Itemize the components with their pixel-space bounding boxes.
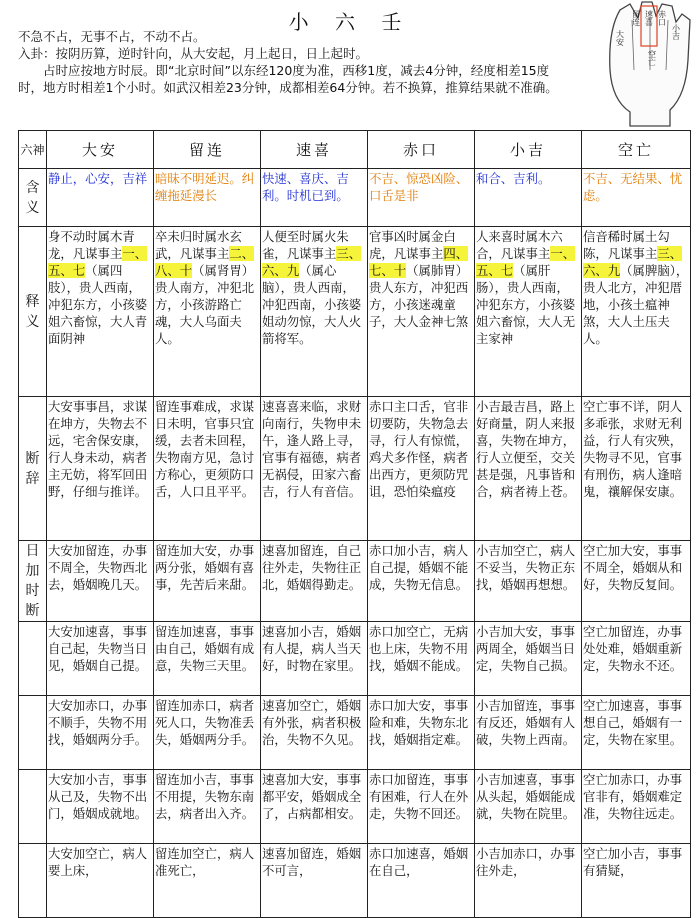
row-head-judge: 断辞 <box>19 397 47 541</box>
explain-number: 一、五、七 <box>476 246 576 278</box>
day-cell: 小吉加赤口，办事往外走， <box>475 844 582 918</box>
row-head-empty <box>19 696 47 770</box>
day-cell: 速喜加留连，婚姻不可言， <box>261 844 368 918</box>
column-header: 留连 <box>154 131 261 169</box>
explain-cell <box>261 227 368 397</box>
page-title: 小 六 壬 <box>288 10 412 34</box>
meaning-cell: 和合、吉利。 <box>475 169 582 227</box>
explain-cell <box>154 227 261 397</box>
day-cell: 速喜加小吉，婚姻有人提，病人当天好，时物在家里。 <box>261 622 368 696</box>
intro-line-1: 不急不占，无事不占，不动不占。 <box>18 29 206 44</box>
explain-number: 二、八、十 <box>155 246 255 278</box>
explain-text: （属肺胃）贵人东方，冲犯西方，小孩迷魂童子，大人金神七煞 <box>369 263 469 329</box>
column-header: 小吉 <box>475 131 582 169</box>
day-cell: 速喜加大安，事事都平安，婚姻成全了，占病都相安。 <box>261 770 368 844</box>
explain-text: 信音稀时属土勾陈，凡谋事主 <box>583 229 670 261</box>
judge-row <box>19 397 691 541</box>
intro-text <box>18 28 558 96</box>
day-cell: 速喜加留连，自己往外走，失物往正北，婚姻得勤走。 <box>261 541 368 622</box>
day-cell: 大安加空亡，病人要上床， <box>47 844 154 918</box>
day-cell: 空亡加留连，办事处处难，婚姻重新定，失物永不还。 <box>582 622 691 696</box>
day-cell: 空亡加小吉，事事有猜疑， <box>582 844 691 918</box>
judge-cell: 大安事事昌，求谋在坤方，失物去不远，宅舍保安康，行人身未动，病者主无妨，将军回田野，仔细与推详。 <box>47 397 154 541</box>
day-cell: 赤口加空亡，无病也上床，失物不用找，婚姻不能成。 <box>368 622 475 696</box>
day-row <box>19 770 691 844</box>
day-row <box>19 622 691 696</box>
explain-number: 四、七、十 <box>369 246 469 278</box>
row-head-meaning: 含义 <box>19 169 47 227</box>
row-head-explain: 释义 <box>19 227 47 397</box>
judge-cell: 空亡事不详，阴人多乖张，求财无利益，行人有灾殃，失物寻不见，官事有刑伤，病人逢暗鬼，禳解保安康。 <box>582 397 691 541</box>
day-row <box>19 696 691 770</box>
hand-label-xiaoji: 小吉 <box>671 24 681 40</box>
explain-text: 人便至时属火朱雀，凡谋事主 <box>262 229 349 261</box>
day-cell: 赤口加小吉，病人自己提，婚姻不能成，失物无信息。 <box>368 541 475 622</box>
column-header: 赤口 <box>368 131 475 169</box>
day-cell: 小吉加速喜，事事从头起，婚姻能成就，失物在院里。 <box>475 770 582 844</box>
liuren-table <box>18 130 691 918</box>
day-row <box>19 844 691 918</box>
hand-label-daan: 大安 <box>615 30 625 46</box>
judge-cell: 留连事难成，求谋日未明，官事只宜缓，去者未回程，失物南方见，急讨方称心，更须防口舌，人口且平平。 <box>154 397 261 541</box>
explain-number: 三、六、九 <box>262 246 362 278</box>
day-cell: 留连加速喜，事事由自己，婚姻有成意，失物三天里。 <box>154 622 261 696</box>
judge-cell: 赤口主口舌，官非切要防，失物急去寻，行人有惊慌，鸡犬多作怪，病者出西方，更须防咒诅，恐怕染瘟疫 <box>368 397 475 541</box>
day-cell: 大安加速喜，事事自己起，失物当日见，婚姻自己提。 <box>47 622 154 696</box>
explain-text: 人来喜时属木六合，凡谋事主 <box>476 229 563 261</box>
day-cell: 赤口加大安，事事险和难，失物东北找，婚姻指定难。 <box>368 696 475 770</box>
meaning-cell: 静止，心安，吉祥 <box>47 169 154 227</box>
hand-label-liulian: 留连 <box>631 10 641 26</box>
intro-line-2: 入卦：按阴历算，逆时针向，从大安起，月上起日，日上起时。 <box>18 46 369 61</box>
column-header: 大安 <box>47 131 154 169</box>
column-header: 速喜 <box>261 131 368 169</box>
meaning-cell: 不吉、无结果、忧虑。 <box>582 169 691 227</box>
intro-line-3: 占时应按地方时辰。即“北京时间”以东经120度为准，西移1度，减去4分钟，经度相差15度时，地方时相差1个小时。如武汉相差23分钟，成都相差64分钟。若不换算，推算结果就不准确。 <box>18 63 558 95</box>
meaning-cell: 快速、喜庆、吉利。时机已到。 <box>261 169 368 227</box>
explain-text: 官事凶时属金白虎，凡谋事主 <box>369 229 456 261</box>
day-cell: 大安加小吉，事事从己及，失物不出门，婚姻成就地。 <box>47 770 154 844</box>
row-head-empty <box>19 770 47 844</box>
day-cell: 小吉加留连，事事有反还，婚姻有人破，失物上西南。 <box>475 696 582 770</box>
explain-text: （属四肢），贵人西南，冲犯东方，小孩婆姐六畜惊，大人青面阴神 <box>48 263 148 346</box>
explain-text: （属肝肠），贵人西南，冲犯东方，小孩婆姐六畜惊，大人无主家神 <box>476 263 576 346</box>
explain-cell <box>368 227 475 397</box>
row-head-day: 日加时断 <box>19 541 47 622</box>
day-cell: 速喜加空亡，婚姻有外张，病者积极治，失物不久见。 <box>261 696 368 770</box>
day-cell: 赤口加速喜，婚姻在自己， <box>368 844 475 918</box>
day-cell: 大安加赤口，办事不顺手，失物不用找，婚姻两分手。 <box>47 696 154 770</box>
explain-text: 卒未归时属水玄武，凡谋事主 <box>155 229 242 261</box>
explain-row <box>19 227 691 397</box>
meaning-row <box>19 169 691 227</box>
palm-diagram-icon <box>590 0 700 128</box>
judge-cell: 速喜喜来临，求财向南行，失物申未午，逢人路上寻，官事有福德，病者无祸侵，田家六畜吉，行人有音信。 <box>261 397 368 541</box>
column-header: 空亡 <box>582 131 691 169</box>
hand-label-chikou: 赤口 <box>657 10 667 26</box>
explain-text: （属心脑），贵人西南，冲犯西南，小孩婆姐动勿惊，大人火箭将军。 <box>262 263 362 346</box>
day-cell: 留连加小吉，事事不用提，失物东南去，病者出入齐。 <box>154 770 261 844</box>
day-cell: 空亡加赤口，办事官非有，婚姻难定准，失物往远走。 <box>582 770 691 844</box>
hand-label-suxi: 速喜 <box>644 10 654 26</box>
judge-cell: 小吉最吉昌，路上好商量，阴人来报喜，失物在坤方，行人立便至，交关甚是强，凡事皆和合，病者祷上苍。 <box>475 397 582 541</box>
explain-cell <box>475 227 582 397</box>
row-head-empty <box>19 844 47 918</box>
day-row <box>19 541 691 622</box>
corner-cell: 六神 <box>19 131 47 169</box>
day-cell: 赤口加留连，事事有困难，行人在外走，失物不回还。 <box>368 770 475 844</box>
day-cell: 留连加空亡，病人准死亡， <box>154 844 261 918</box>
day-cell: 空亡加大安，事事不周全，婚姻从和好，失物反复间。 <box>582 541 691 622</box>
meaning-cell: 暗昧不明延迟。纠缠拖延漫长 <box>154 169 261 227</box>
meaning-cell: 不吉、惊恐凶险、口舌是非 <box>368 169 475 227</box>
explain-text: （属脾脑），贵人北方，冲犯厝地，小孩土瘟神煞，大人土压夫人。 <box>583 263 689 346</box>
row-head-empty <box>19 622 47 696</box>
day-cell: 小吉加大安，事事两周全，婚姻当日定，失物自己损。 <box>475 622 582 696</box>
day-cell: 大安加留连，办事不周全，失物西北去，婚姻晚几天。 <box>47 541 154 622</box>
explain-number: 一、五、七 <box>48 246 148 278</box>
day-cell: 空亡加速喜，事事想自己，婚姻有一定，失物在家里。 <box>582 696 691 770</box>
explain-text: 身不动时属木青龙，凡谋事主 <box>48 229 135 261</box>
explain-text: （属肾胃）贵人南方，冲犯北方，小孩游路亡魂，大人乌面夫人。 <box>155 263 255 346</box>
day-cell: 小吉加空亡，病人不妥当，失物正东找，婚姻再想想。 <box>475 541 582 622</box>
explain-cell <box>47 227 154 397</box>
explain-number: 三、六、九 <box>583 246 683 278</box>
day-cell: 留连加大安，办事两分张，婚姻有喜事，先苦后来甜。 <box>154 541 261 622</box>
day-cell: 留连加赤口，病者死人口，失物准丢失，婚姻两分手。 <box>154 696 261 770</box>
explain-cell <box>582 227 691 397</box>
hand-label-kongwang: 空亡 <box>647 50 657 66</box>
header-row <box>19 131 691 169</box>
